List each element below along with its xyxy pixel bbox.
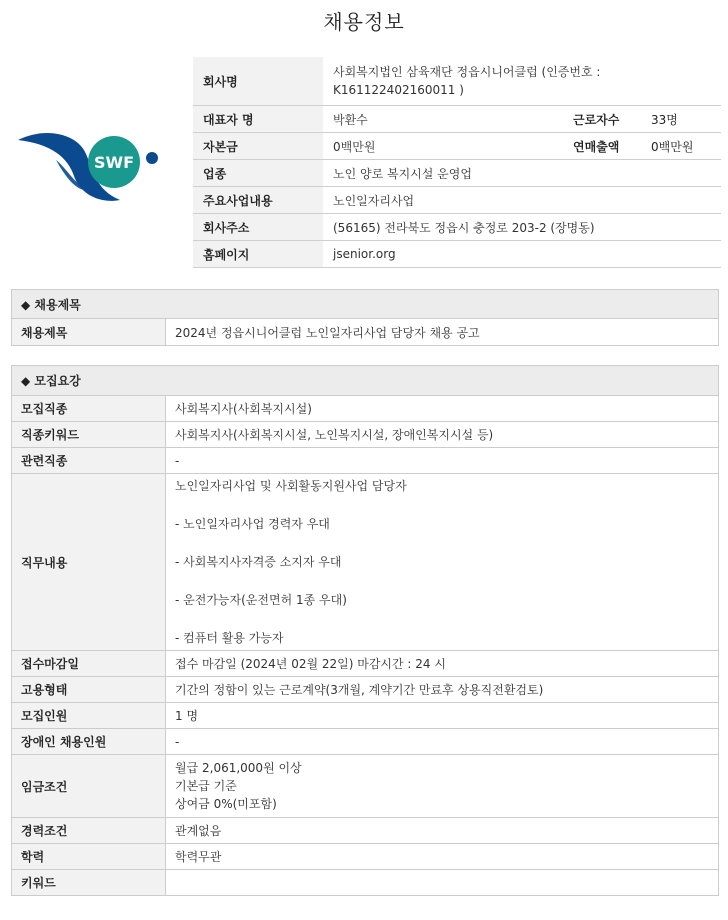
capital-label: 자본금 [193,133,323,160]
business-label: 주요사업내용 [193,187,323,214]
keyword-value [166,870,719,896]
industry-row [193,160,721,187]
job-title-section [11,289,719,346]
duty-line: - 노인일자리사업 경력자 우대 [175,516,330,531]
business-row [193,187,721,214]
career-row [12,818,719,844]
keyword-row [12,870,719,896]
logo-text: SWF [93,153,135,172]
occupation-row [12,396,719,422]
duties-value [166,474,719,651]
ceo-label: 대표자 명 [193,106,323,133]
duty-line: - 사회복지사자격증 소지자 우대 [175,554,342,569]
sales-label: 연매출액 [565,133,641,160]
capital-value: 0백만원 [323,133,565,160]
disabled-hire-label: 장애인 채용인원 [12,729,166,755]
deadline-value: 접수 마감일 (2024년 02월 22일) 마감시간 : 24 시 [166,651,719,677]
employment-type-label: 고용형태 [12,677,166,703]
keywords-value: 사회복지사(사회복지시설, 노인복지시설, 장애인복지시설 등) [166,422,719,448]
employees-label: 근로자수 [565,106,641,133]
sales-value: 0백만원 [641,133,721,160]
job-title-row [12,319,719,346]
logo-dot [146,152,158,164]
duties-label: 직무내용 [12,474,166,651]
homepage-label: 홈페이지 [193,241,323,268]
company-name-row [193,57,721,106]
requirements-header-row [12,366,719,396]
wage-line: 기본급 기준 [175,779,237,793]
related-value: - [166,448,719,474]
occupation-label: 모집직종 [12,396,166,422]
business-value: 노인일자리사업 [323,187,721,214]
education-row [12,844,719,870]
employees-value: 33명 [641,106,721,133]
related-row [12,448,719,474]
address-value: (56165) 전라북도 정읍시 충정로 203-2 (장명동) [323,214,721,241]
wage-line: 상여금 0%(미포함) [175,797,277,811]
company-name-value: 사회복지법인 삼육재단 정읍시니어클럽 (인증번호 : K161122402160011 ) [323,57,721,106]
industry-value: 노인 양로 복지시설 운영업 [323,160,721,187]
homepage-value[interactable]: jsenior.org [323,241,721,268]
requirements-section [11,365,719,896]
requirements-section-header: ◆ 모집요강 [12,366,719,396]
duty-line: 노인일자리사업 및 사회활동지원사업 담당자 [175,478,407,493]
company-name-label: 회사명 [193,57,323,106]
headcount-label: 모집인원 [12,703,166,729]
address-label: 회사주소 [193,214,323,241]
duty-line: - 컴퓨터 활용 가능자 [175,630,284,645]
keywords-row [12,422,719,448]
homepage-row [193,241,721,268]
ceo-row [193,106,721,133]
keyword-label: 키워드 [12,870,166,896]
company-info-table [193,57,721,268]
career-value: 관계없음 [166,818,719,844]
education-value: 학력무관 [166,844,719,870]
capital-row [193,133,721,160]
disabled-hire-row [12,729,719,755]
job-title-value: 2024년 정읍시니어클럽 노인일자리사업 담당자 채용 공고 [166,319,719,346]
deadline-label: 접수마감일 [12,651,166,677]
career-label: 경력조건 [12,818,166,844]
headcount-row [12,703,719,729]
job-title-header-row [12,290,719,319]
keywords-label: 직종키워드 [12,422,166,448]
wage-row [12,755,719,818]
employment-type-row [12,677,719,703]
wage-line: 월급 2,061,000원 이상 [175,761,302,775]
wage-value [166,755,719,818]
employment-type-value: 기간의 정함이 있는 근로계약(3개월, 계약기간 만료후 상용직전환검토) [166,677,719,703]
occupation-value: 사회복지사(사회복지시설) [166,396,719,422]
job-title-section-header: ◆ 채용제목 [12,290,719,319]
company-logo [16,120,164,210]
page-title: 채용정보 [323,10,405,34]
related-label: 관련직종 [12,448,166,474]
job-title-label: 채용제목 [12,319,166,346]
address-row [193,214,721,241]
ceo-value: 박환수 [323,106,565,133]
disabled-hire-value: - [166,729,719,755]
headcount-value: 1 명 [166,703,719,729]
deadline-row [12,651,719,677]
wage-label: 임금조건 [12,755,166,818]
duties-row [12,474,719,651]
education-label: 학력 [12,844,166,870]
duty-line: - 운전가능자(운전면허 1종 우대) [175,592,347,607]
industry-label: 업종 [193,160,323,187]
